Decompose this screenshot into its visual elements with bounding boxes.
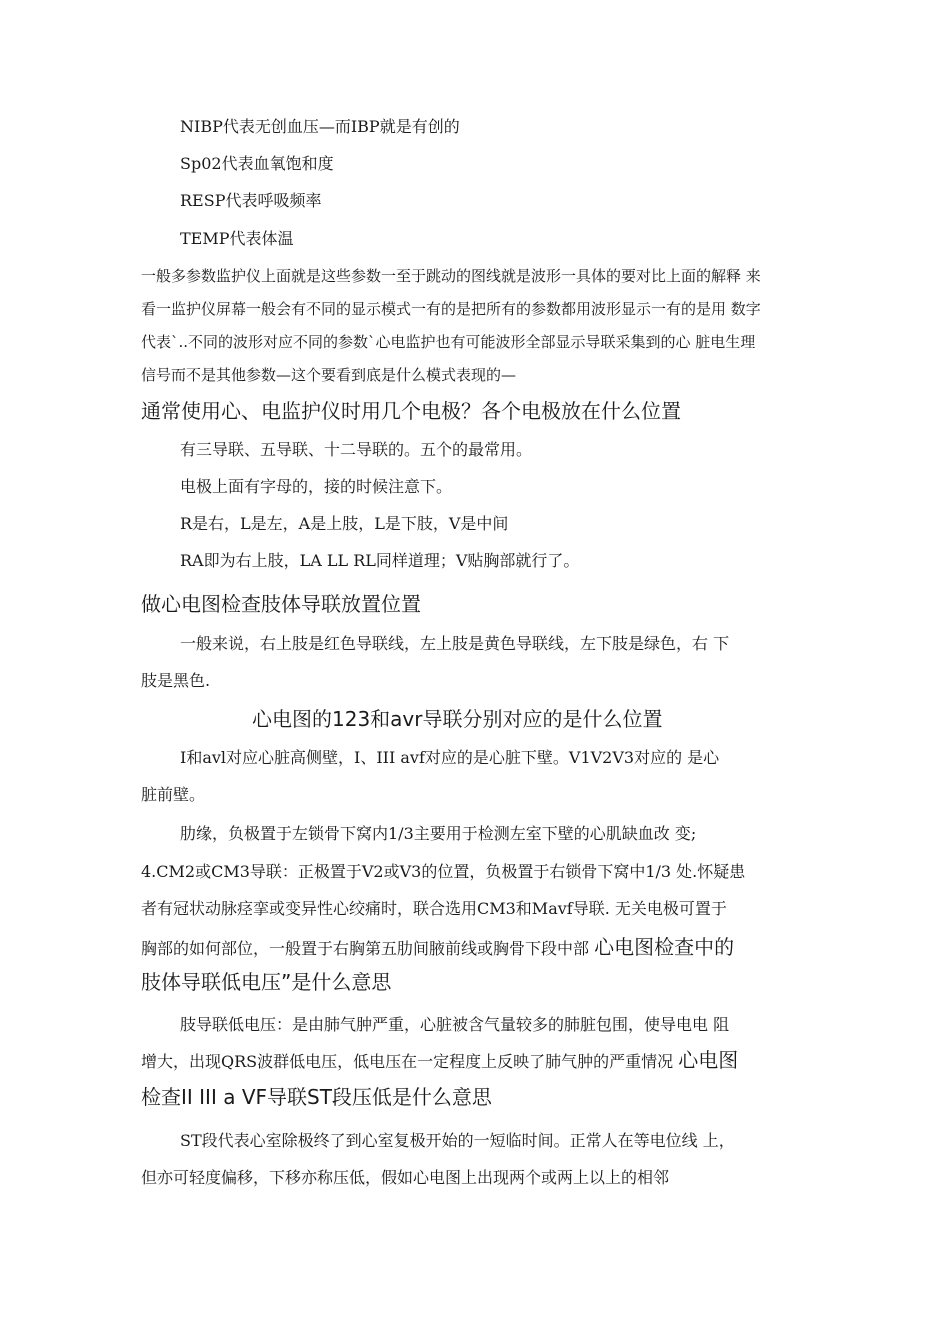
cm-line-1: 4.CM2或CM3导联：正极置于V2或V3的位置，负极置于右锁骨下窝中1/3 处.怀疑患 [141, 862, 746, 881]
spo2-line: Sp02代表血氧饱和度 [180, 154, 334, 173]
paragraph-monitor-line-3: 代表`..不同的波形对应不同的参数`心电监护也有可能波形全部显示导联采集到的心 脏电生理 [141, 333, 756, 351]
lead-line-1: I和avl对应心脏高侧壁，I、III avf对应的是心脏下壁。V1V2V3对应的 是心 [180, 748, 720, 767]
color-line-1: 一般来说，右上肢是红色导联线，左上肢是黄色导联线，左下肢是绿色，右 下 [180, 634, 730, 653]
electrode-line-3: R是右，L是左，A是上肢，L是下肢，V是中间 [180, 514, 509, 533]
temp-line: TEMP代表体温 [180, 229, 294, 248]
low-voltage-line-1: 肢导联低电压：是由肺气肿严重，心脏被含气量较多的肺脏包围，使导电电 阻 [180, 1015, 730, 1034]
heading-st-depression-part-1: 心电图 [678, 1048, 739, 1072]
electrode-line-4: RA即为右上肢，LA LL RL同样道理；V贴胸部就行了。 [180, 551, 580, 570]
low-voltage-line-2 [141, 1050, 738, 1070]
nibp-line: NIBP代表无创血压—而IBP就是有创的 [180, 117, 460, 136]
heading-low-voltage-part-2: 肢体导联低电压”是什么意思 [141, 970, 392, 994]
st-line-2: 但亦可轻度偏移，下移亦称压低，假如心电图上出现两个或两上以上的相邻 [141, 1168, 670, 1187]
st-line-1: ST段代表心室除极终了到心室复极开始的一短临时间。正常人在等电位线 上， [180, 1131, 735, 1150]
heading-st-depression-part-2: 检查II III a VF导联ST段压低是什么意思 [141, 1085, 492, 1109]
paragraph-monitor-line-2: 看一监护仪屏幕一般会有不同的显示模式一有的是把所有的参数都用波形显示一有的是用 数字 [141, 300, 761, 318]
cm-line-3 [141, 937, 734, 957]
heading-low-voltage-part-1: 心电图检查中的 [594, 935, 735, 959]
low-voltage-line-2-text: 增大，出现QRS波群低电压，低电压在一定程度上反映了肺气肿的严重情况 [141, 1052, 679, 1071]
resp-line: RESP代表呼吸频率 [180, 191, 322, 210]
rib-line: 肋缘，负极置于左锁骨下窝内1/3主要用于检测左室下壁的心肌缺血改 变; [180, 824, 697, 843]
electrode-line-2: 电极上面有字母的，接的时候注意下。 [180, 477, 453, 496]
cm-line-2: 者有冠状动脉痉挛或变异性心绞痛时，联合选用CM3和Mavf导联. 无关电极可置于 [141, 899, 727, 918]
electrode-line-1: 有三导联、五导联、十二导联的。五个的最常用。 [180, 440, 533, 459]
heading-lead-positions: 心电图的123和avr导联分别对应的是什么位置 [252, 707, 663, 731]
heading-electrodes: 通常使用心、电监护仪时用几个电极？各个电极放在什么位置 [141, 399, 681, 423]
cm-line-3-text: 胸部的如何部位，一般置于右胸第五肋间腋前线或胸骨下段中部 [141, 939, 595, 958]
paragraph-monitor-line-4: 信号而不是其他参数—这个要看到底是什么模式表现的— [141, 366, 517, 384]
paragraph-monitor-line-1: 一般多参数监护仪上面就是这些参数一至于跳动的图线就是波形一具体的要对比上面的解释 来 [141, 267, 761, 285]
heading-limb-lead-placement: 做心电图检查肢体导联放置位置 [141, 592, 421, 616]
lead-line-2: 脏前壁。 [141, 785, 206, 804]
color-line-2: 肢是黑色. [141, 671, 211, 690]
